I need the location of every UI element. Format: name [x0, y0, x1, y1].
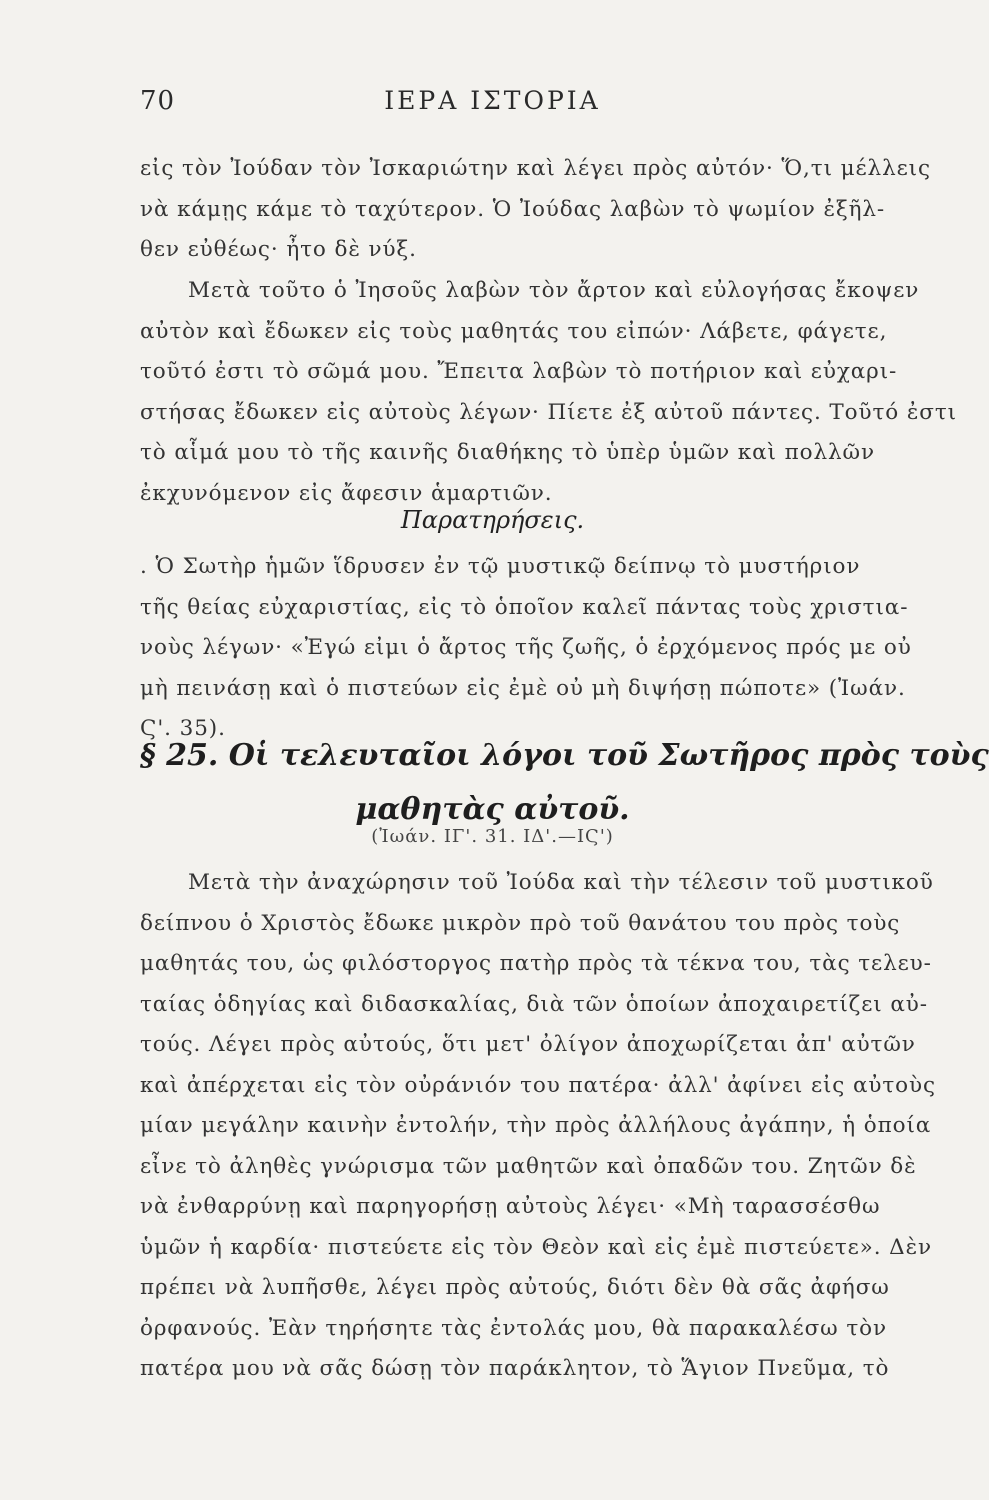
text-line: αὐτὸν καὶ ἔδωκεν εἰς τοὺς μαθητάς του εἰπών· Λάβετε, φάγετε, — [140, 318, 888, 344]
text-line: πρέπει νὰ λυπῆσθε, λέγει πρὸς αὐτούς, διότι δὲν θὰ σᾶς ἀφήσω — [140, 1275, 890, 1300]
text-line: τὸ αἷμά μου τὸ τῆς καινῆς διαθήκης τὸ ὑπὲρ ὑμῶν καὶ πολλῶν — [140, 440, 875, 465]
text-line: Ϛ'. 35). — [140, 716, 226, 741]
scripture-reference: (Ἰωάν. ΙΓ'. 31. ΙΔ'.—ΙϚ') — [371, 826, 614, 847]
text-line: ὀρφανούς. Ἐὰν τηρήσητε τὰς ἐντολάς μου, θὰ παρακαλέσω τὸν — [140, 1315, 887, 1341]
page-number: 70 — [140, 86, 176, 116]
page-header — [140, 86, 845, 126]
text-line: νοὺς λέγων· «Ἐγώ εἰμι ὁ ἄρτος τῆς ζωῆς, ὁ ἐρχόμενος πρός με οὐ — [140, 635, 912, 660]
text-line: στήσας ἔδωκεν εἰς αὐτοὺς λέγων· Πίετε ἐξ αὐτοῦ πάντες. Τοῦτό ἐστι — [140, 399, 957, 425]
section-title-line-2: μαθητὰς αὐτοῦ. — [355, 792, 630, 827]
text-line: εἰς τὸν Ἰούδαν τὸν Ἰσκαριώτην καὶ λέγει πρὸς αὐτόν· Ὅ,τι μέλλεις — [140, 156, 931, 181]
observations-heading: Παρατηρήσεις. — [400, 506, 585, 534]
text-line: ἐκχυνόμενον εἰς ἄφεσιν ἁμαρτιῶν. — [140, 480, 553, 506]
text-line: δείπνου ὁ Χριστὸς ἔδωκε μικρὸν πρὸ τοῦ θανάτου του πρὸς τοὺς — [140, 910, 901, 936]
text-line: εἶνε τὸ ἀληθὲς γνώρισμα τῶν μαθητῶν καὶ ὀπαδῶν του. Ζητῶν δὲ — [140, 1153, 917, 1179]
text-line: πατέρα μου νὰ σᾶς δώσῃ τὸν παράκλητον, τὸ Ἅγιον Πνεῦμα, τὸ — [140, 1356, 890, 1381]
text-line: ὑμῶν ἡ καρδία· πιστεύετε εἰς τὸν Θεὸν καὶ εἰς ἐμὲ πιστεύετε». Δὲν — [140, 1234, 933, 1260]
section-title-line-1: § 25. Οἱ τελευταῖοι λόγοι τοῦ Σωτῆρος πρὸς τοὺς — [140, 738, 989, 773]
text-line: Μετὰ τοῦτο ὁ Ἰησοῦς λαβὼν τὸν ἄρτον καὶ εὐλογήσας ἔκοψεν — [188, 278, 920, 303]
text-line: Μετὰ τὴν ἀναχώρησιν τοῦ Ἰούδα καὶ τὴν τέλεσιν τοῦ μυστικοῦ — [188, 870, 934, 895]
text-line: νὰ κάμῃς κάμε τὸ ταχύτερον. Ὁ Ἰούδας λαβὼν τὸ ψωμίον ἐξῆλ- — [140, 196, 886, 222]
text-line: μαθητάς του, ὡς φιλόστοργος πατὴρ πρὸς τὰ τέκνα του, τὰς τελευ- — [140, 951, 932, 976]
paragraph-1 — [140, 149, 931, 271]
text-line: τῆς θείας εὐχαριστίας, εἰς τὸ ὁποῖον καλεῖ πάντας τοὺς χριστια- — [140, 594, 909, 620]
paragraph-3 — [140, 547, 912, 750]
text-line: μίαν μεγάλην καινὴν ἐντολήν, τὴν πρὸς ἀλλήλους ἀγάπην, ἡ ὁποία — [140, 1113, 932, 1138]
text-line: τοῦτό ἐστι τὸ σῶμά μου. Ἔπειτα λαβὼν τὸ ποτήριον καὶ εὐχαρι- — [140, 359, 898, 384]
text-line: θεν εὐθέως· ἦτο δὲ νύξ. — [140, 237, 417, 262]
text-line: ταίας ὁδηγίας καὶ διδασκαλίας, διὰ τῶν ὁποίων ἀποχαιρετίζει αὐ- — [140, 991, 928, 1017]
paragraph-4 — [140, 863, 936, 1390]
text-line: μὴ πεινάσῃ καὶ ὁ πιστεύων εἰς ἐμὲ οὐ μὴ διψήσῃ πώποτε» (Ἰωάν. — [140, 675, 906, 701]
text-line: τούς. Λέγει πρὸς αὐτούς, ὅτι μετ' ὀλίγον ἀποχωρίζεται ἀπ' αὐτῶν — [140, 1032, 916, 1057]
running-title: ΙΕΡΑ ΙΣΤΟΡΙΑ — [384, 86, 601, 115]
text-line: νὰ ἐνθαρρύνῃ καὶ παρηγορήσῃ αὐτοὺς λέγει· «Μὴ ταρασσέσθω — [140, 1194, 881, 1219]
paragraph-2 — [140, 271, 957, 514]
text-line: . Ὁ Σωτὴρ ἡμῶν ἵδρυσεν ἐν τῷ μυστικῷ δείπνῳ τὸ μυστήριον — [140, 554, 861, 579]
text-line: καὶ ἀπέρχεται εἰς τὸν οὐράνιόν του πατέρα· ἀλλ' ἀφίνει εἰς αὐτοὺς — [140, 1072, 936, 1098]
section-title — [140, 733, 989, 833]
